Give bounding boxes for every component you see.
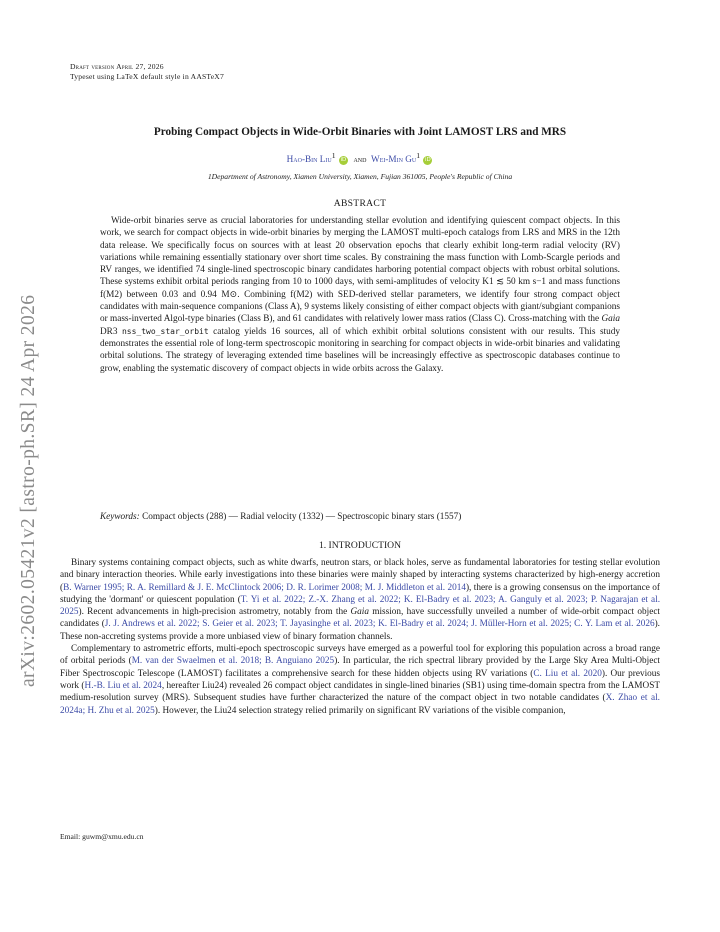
keywords-text: Compact objects (288) — Radial velocity (1332) — Spectroscopic binary stars (1557) <box>139 512 462 522</box>
keywords-label: Keywords: <box>100 512 140 522</box>
text-run: ). However, the Liu24 selection strategy relied primarily on significant RV variations of the visible companion, <box>154 705 566 716</box>
citation-link[interactable]: J. J. Andrews et al. 2022; S. Geier et al. 2023; T. Jayasinghe et al. 2023; K. El-Badry et al. 2024; J. Müller-Horn et al. 2025; C. Y. Lam et al. 2026 <box>104 619 655 630</box>
citation-link[interactable]: X. Zhao et al. 2024a; H. Zhu et al. 2025 <box>60 693 660 716</box>
text-run: ). These non-accreting systems provide a more unbiased view of binary formation channels. <box>60 619 660 642</box>
abstract-heading: ABSTRACT <box>333 198 387 209</box>
draft-header <box>70 62 224 82</box>
author-list: Hao-Bin Liu$^1$ iD and Wei-Min Gu$^1$ iD <box>286 151 431 165</box>
arxiv-sidebar-stamp[interactable]: arXiv:2602.05421v2 [astro-ph.SR] 24 Apr 2026 <box>18 294 39 687</box>
abstract-part: catalog yields 16 sources, all of which exhibit orbital solutions consistent with our results. This study demonstrates the essential role of long-term spectroscopic monitoring in searching for compact objects in wide-orbit binaries and validating orbital solutions. The strategy of leveraging extended time baselines will be increasingly effective as spectroscopic databases continue to grow, enabling the systematic discovery of compact objects in wide orbits across the Galaxy. <box>100 326 620 374</box>
text-run: mission, have successfully unveiled a number of wide-orbit compact object candidates ( <box>60 607 661 630</box>
text-run: ), there is a growing consensus on the importance of studying the 'dormant' or quiescent population ( <box>60 582 660 605</box>
author-name-2[interactable]: Wei-Min Gu <box>371 154 417 165</box>
text-run: Complementary to astrometric efforts, multi-epoch spectroscopic surveys have emerged as a powerful tool for exploring this population across a broad range of orbital periods ( <box>60 644 660 667</box>
orcid-icon[interactable]: iD <box>424 157 431 164</box>
section-heading-introduction: 1. INTRODUCTION <box>318 540 402 551</box>
text-run: ). Our previous work ( <box>60 668 660 691</box>
text-run: Binary systems containing compact objects, such as white dwarfs, neutron stars, or black holes, serve as fundamental laboratories for testing stellar evolution and binary interaction theories. While early investigations into these binaries were mainly shaped by interacting systems characterized by high-energy accretion ( <box>60 558 660 593</box>
introduction-body <box>60 557 660 717</box>
text-run: ). Recent advancements in high-precision astrometry, notably from the <box>78 607 351 618</box>
affiliation: 1Department of Astronomy, Xiamen University, Xiamen, Fujian 361005, People's Republic of China <box>207 172 513 181</box>
paper-title: Probing Compact Objects in Wide-Orbit Binaries with Joint LAMOST LRS and MRS <box>153 126 567 138</box>
typeset-line: Typeset using LaTeX default style in AASTeX7 <box>70 72 224 81</box>
paragraph <box>60 557 660 643</box>
text-run: ). In particular, the rich spectral library provided by the Large Sky Area Multi-Object Fiber Spectroscopic Telescope (LAMOST) facilitates a comprehensive search for these hidden objects using RV variations ( <box>60 656 661 679</box>
gaia-italic: Gaia <box>601 314 620 325</box>
author-name-1[interactable]: Hao-Bin Liu <box>286 154 332 165</box>
citation-link[interactable]: H.-B. Liu et al. 2024 <box>84 680 162 691</box>
abstract-part: DR3 <box>100 326 122 337</box>
citation-link[interactable]: C. Liu et al. 2020 <box>533 668 602 679</box>
abstract-part: Wide-orbit binaries serve as crucial laboratories for understanding stellar evolution and identifying quiescent compact objects. In this work, we search for compact objects in wide-orbit binaries by merging the LAMOST multi-epoch catalogs from LRS and MRS in the 12th data release. We specifically focus on sources with at least 20 observation epochs that clearly exhibit long-term radial velocity (RV) variations while remaining essentially stationary over short time scales. By constraining the mass function with Lomb-Scargle periods and RV ranges, we identified 74 single-lined spectroscopic binary candidates harboring potential compact objects with robust orbital solutions. These systems exhibit orbital periods ranging from 10 to 1000 days, with semi-amplitudes of velocity K1 ≲ 50 km s−1 and mass functions f(M2) between 0.03 and 0.94 M⊙. Combining f(M2) with SED-derived stellar parameters, we identify four strong compact object candidates with main-sequence companions (Class A), 9 systems likely consisting of either compact objects with giant/subgiant companions or mass-inverted Algol-type binaries (Class B), and 61 candidates with relatively lower mass ratios (Class C). Cross-matching with the <box>100 216 620 325</box>
text-run: , hereafter Liu24) revealed 26 compact object candidates in single-lined binaries (SB1) using time-domain spectra from the LAMOST medium-resolution survey (MRS). Subsequent studies have further characterized the nature of the compact object in two notable candidates ( <box>60 680 661 704</box>
draft-version-line: Draft version April 27, 2026 <box>70 62 164 71</box>
paragraph <box>60 643 660 717</box>
gaia-italic: Gaia <box>350 607 369 618</box>
abstract-text <box>100 215 620 375</box>
citation-link[interactable]: T. Yi et al. 2022; Z.-X. Zhang et al. 2022; K. El-Badry et al. 2023; A. Ganguly et al. 2023; P. Nagarajan et al. 2025 <box>60 594 661 618</box>
author-connector: and <box>353 154 367 165</box>
citation-link[interactable]: B. Warner 1995; R. A. Remillard & J. E. McClintock 2006; D. R. Lorimer 2008; M. J. Middleton et al. 2014 <box>63 582 466 593</box>
catalog-name: nss_two_star_orbit <box>121 326 209 336</box>
email-footnote: Email: guwm@xmu.edu.cn <box>60 832 144 841</box>
citation-link[interactable]: M. van der Swaelmen et al. 2018; B. Anguiano 2025 <box>131 656 335 667</box>
keywords <box>100 512 620 522</box>
orcid-icon[interactable]: iD <box>340 157 347 164</box>
